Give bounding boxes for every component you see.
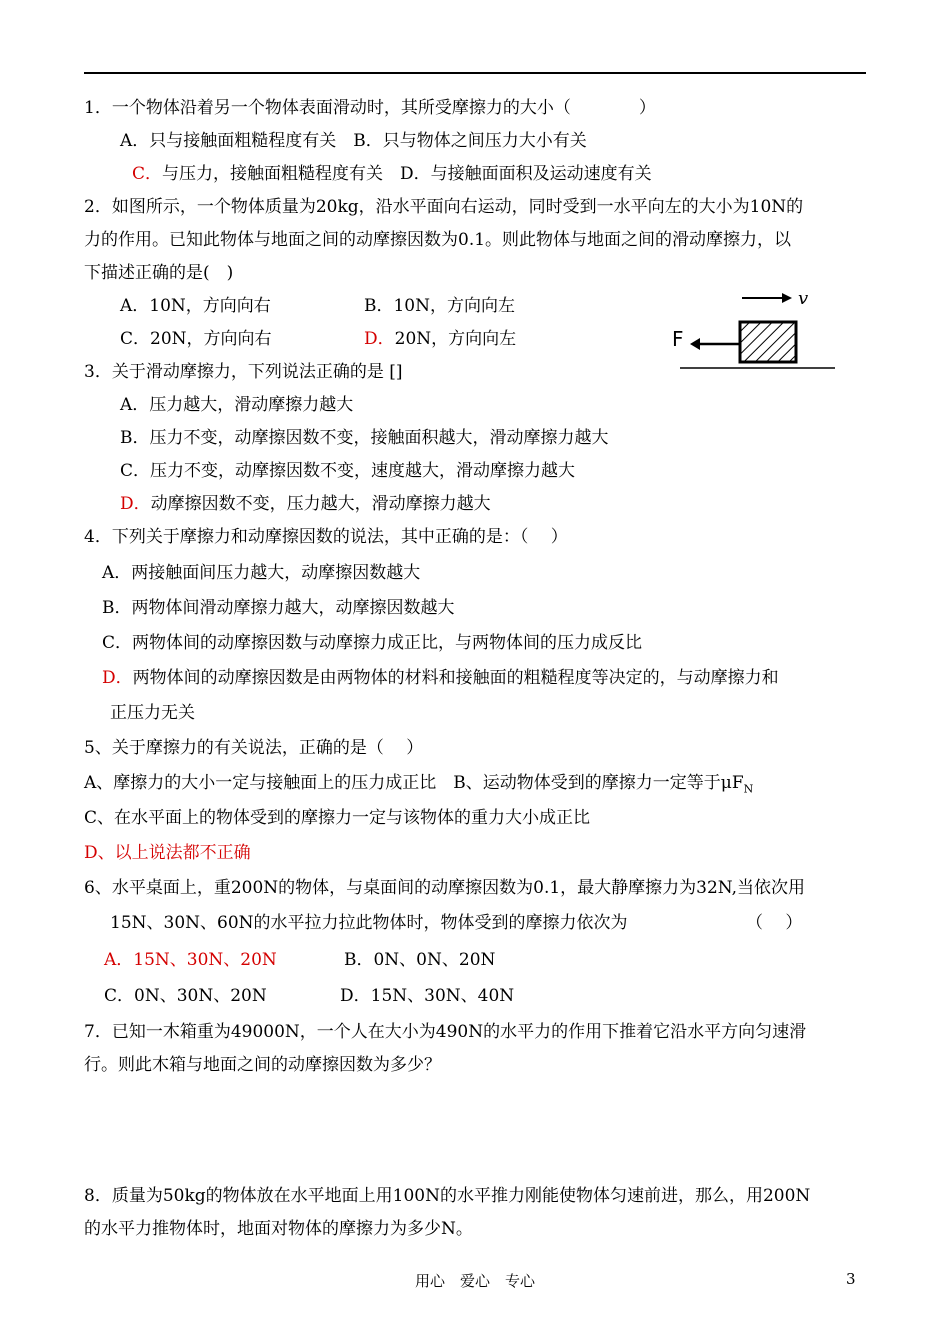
q8-stem-2: 的水平力推物体时，地面对物体的摩擦力为多少N。 xyxy=(84,1219,473,1239)
q6-stem-1: 6、水平桌面上，重200N的物体，与桌面间的动摩擦因数为0.1，最大静摩擦力为32N,当依次用 xyxy=(84,878,805,898)
q4-option-b: B．两物体间滑动摩擦力越大，动摩擦因数越大 xyxy=(102,598,455,618)
q2-stem-2: 力的作用。已知此物体与地面之间的动摩擦因数为0.1。则此物体与地面之间的滑动摩擦力，以 xyxy=(84,230,792,250)
q5-subscript: N xyxy=(743,782,754,796)
q2-option-d-text: 20N，方向向左 xyxy=(394,329,517,349)
q3-option-a: A．压力越大，滑动摩擦力越大 xyxy=(120,395,354,415)
q4-stem: 4．下列关于摩擦力和动摩擦因数的说法，其中正确的是：（ ） xyxy=(84,527,568,547)
q5-options-ab xyxy=(84,771,753,801)
q2-option-c: C．20N，方向向右 xyxy=(120,329,272,349)
page-number: 3 xyxy=(846,1270,856,1288)
q5-options-ab-text: A、摩擦力的大小一定与接触面上的压力成正比 B、运动物体受到的摩擦力一定等于μF xyxy=(84,773,744,793)
q8-stem-1: 8．质量为50kg的物体放在水平地面上用100N的水平推力刚能使物体匀速前进，那么，用200N xyxy=(84,1186,811,1206)
velocity-label: v xyxy=(798,288,809,309)
force-arrowhead xyxy=(690,338,700,350)
q3-stem: 3．关于滑动摩擦力，下列说法正确的是 [] xyxy=(84,362,403,382)
q6-stem-2: 15N、30N、60N的水平拉力拉此物体时，物体受到的摩擦力依次为 xyxy=(110,913,628,933)
q6-option-d: D．15N、30N、40N xyxy=(340,986,515,1006)
q3-option-c: C．压力不变，动摩擦因数不变，速度越大，滑动摩擦力越大 xyxy=(120,461,576,481)
q2-answer-label: D． xyxy=(364,329,395,349)
block xyxy=(740,322,796,362)
force-diagram xyxy=(670,288,845,376)
q4-option-d-cont: 正压力无关 xyxy=(110,703,195,723)
force-label: F xyxy=(672,327,684,351)
q1-option-cd-text: 与压力，接触面粗糙程度有关 D．与接触面面积及运动速度有关 xyxy=(162,164,652,184)
q2-stem-3: 下描述正确的是( ) xyxy=(84,263,234,283)
q6-option-c: C．0N、30N、20N xyxy=(104,986,267,1006)
q7-stem-2: 行。则此木箱与地面之间的动摩擦因数为多少？ xyxy=(84,1055,441,1075)
q3-option-b: B．压力不变，动摩擦因数不变，接触面积越大，滑动摩擦力越大 xyxy=(120,428,609,448)
q4-option-d-text: 两物体间的动摩擦因数是由两物体的材料和接触面的粗糙程度等决定的，与动摩擦力和 xyxy=(132,668,779,688)
q3-answer-label: D． xyxy=(120,494,151,514)
q2-stem-1: 2．如图所示，一个物体质量为20kg，沿水平面向右运动，同时受到一水平向左的大小为10N的 xyxy=(84,197,804,217)
page-footer: 用心 爱心 专心 xyxy=(414,1272,535,1290)
q3-option-d-text: 动摩擦因数不变，压力越大，滑动摩擦力越大 xyxy=(150,494,491,514)
q5-option-d: D、以上说法都不正确 xyxy=(84,843,251,863)
q2-option-b: B．10N，方向向左 xyxy=(364,296,515,316)
q2-option-a: A．10N，方向向右 xyxy=(120,296,271,316)
q1-options-cd xyxy=(132,162,652,186)
q4-option-c: C．两物体间的动摩擦因数与动摩擦力成正比，与两物体间的压力成反比 xyxy=(102,633,643,653)
q1-stem: 1．一个物体沿着另一个物体表面滑动时，其所受摩擦力的大小（ ） xyxy=(84,98,656,118)
header-rule xyxy=(84,72,866,74)
q5-option-c: C、在水平面上的物体受到的摩擦力一定与该物体的重力大小成正比 xyxy=(84,808,591,828)
q4-option-d xyxy=(102,666,779,690)
q4-answer-label: D． xyxy=(102,668,133,688)
q1-options-ab: A．只与接触面粗糙程度有关 B．只与物体之间压力大小有关 xyxy=(120,131,587,151)
q5-stem: 5、关于摩擦力的有关说法，正确的是（ ） xyxy=(84,738,424,758)
q1-answer-label: C． xyxy=(132,164,163,184)
q6-option-a: A．15N、30N、20N xyxy=(104,950,277,970)
q6-bracket: （ ） xyxy=(746,913,803,933)
q6-option-b: B．0N、0N、20N xyxy=(344,950,496,970)
velocity-arrowhead xyxy=(782,293,792,303)
q7-stem-1: 7．已知一木箱重为49000N，一个人在大小为490N的水平力的作用下推着它沿水平方向匀速滑 xyxy=(84,1022,807,1042)
q2-option-d xyxy=(364,327,516,351)
q4-option-a: A．两接触面间压力越大，动摩擦因数越大 xyxy=(102,563,421,583)
q3-option-d xyxy=(120,492,491,516)
